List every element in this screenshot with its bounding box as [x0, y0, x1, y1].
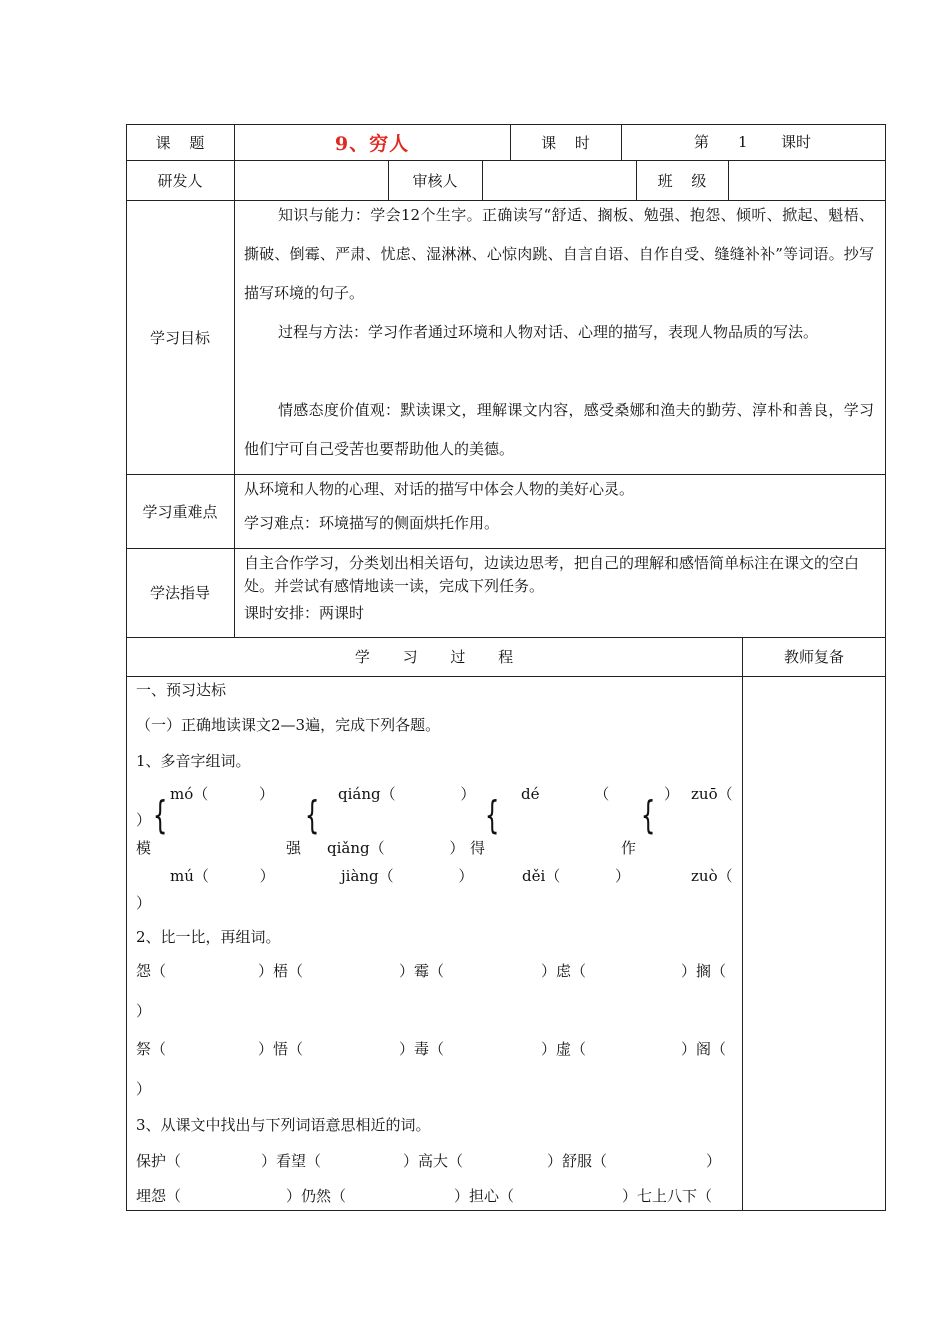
- poly-char: 得: [470, 839, 486, 857]
- brace-icon: {: [640, 793, 656, 837]
- compare-item: ）阁（: [681, 1040, 727, 1058]
- compare-item: ）虚（: [541, 1040, 587, 1058]
- synonym-item: ）担心（: [454, 1187, 515, 1205]
- guide-text: 自主合作学习，分类划出相关语句，边读边思考，把自己的理解和感悟简单标注在课文的空白处。并尝试有感情地读一读，完成下列任务。: [244, 554, 860, 595]
- close-paren: ）: [136, 894, 152, 912]
- period-prefix: 第: [694, 133, 710, 151]
- goals-label: 学习目标: [149, 328, 210, 347]
- period-label: 课 时: [541, 133, 590, 152]
- col-divider: [234, 124, 235, 637]
- compare-item: ）毒（: [399, 1040, 445, 1058]
- brace-icon: {: [484, 793, 500, 837]
- synonym-item: ）看望（: [261, 1152, 322, 1170]
- difficulty-line: 学习难点：环境描写的侧面烘托作用。: [244, 514, 500, 532]
- section-preview: 一、预习达标: [136, 681, 227, 699]
- developer-label: 研发人: [157, 171, 203, 190]
- goal-emotion: 情感态度价值观：默读课文，理解课文内容，感受桑娜和渔夫的勤劳、淳朴和善良，学习他们宁可自己受苦也要帮助他人的美德。: [244, 401, 874, 458]
- pinyin-bottom: děi（ ）: [522, 867, 631, 885]
- close-paren: ）: [136, 1002, 152, 1020]
- keypoints-label: 学习重难点: [142, 502, 218, 521]
- teacher-notes-area[interactable]: [743, 677, 885, 1210]
- brace-icon: {: [304, 793, 320, 837]
- goal-method: 过程与方法：学习作者通过环境和人物对话、心理的描写，表现人物品质的写法。: [278, 323, 819, 341]
- compare-item: ）霉（: [399, 962, 445, 980]
- question-2: 2、比一比，再组词。: [136, 928, 281, 946]
- process-header: 学 习 过 程: [354, 648, 514, 666]
- synonym-item: ）舒服（: [547, 1152, 608, 1170]
- compare-item: 祭（: [136, 1040, 167, 1058]
- pinyin-bottom: jiàng（ ）: [341, 867, 474, 885]
- reviewer-field[interactable]: [482, 160, 636, 200]
- period-number: 1: [738, 133, 748, 151]
- question-3: 3、从课文中找出与下列词语意思相近的词。: [136, 1116, 431, 1134]
- question-1: 1、多音字组词。: [136, 752, 251, 770]
- compare-item: 怨（: [136, 962, 167, 980]
- pinyin-bottom: mú（ ）: [170, 867, 275, 885]
- guide-schedule: 课时安排：两课时: [244, 604, 365, 622]
- class-field[interactable]: [728, 160, 886, 200]
- teacher-notes-header: 教师复备: [783, 648, 844, 666]
- section-reading: （一）正确地读课文2—3遍，完成下列各题。: [136, 716, 441, 734]
- synonym-item: 埋怨（: [136, 1187, 182, 1205]
- keypoint-line: 从环境和人物的心理、对话的描写中体会人物的美好心灵。: [244, 480, 635, 498]
- poly-char: 强: [286, 839, 302, 857]
- col-divider: [621, 124, 622, 160]
- goal-knowledge: 知识与能力：学会12个生字。正确读写“舒适、搁板、勉强、抱怨、倾听、掀起、魁梧、撕破、倒霉、严肃、忧虑、湿淋淋、心惊肉跳、自言自语、自作自受、缝缝补补”等词语。抄写描写环境的句子。: [244, 206, 874, 302]
- close-paren: ）: [136, 811, 152, 829]
- compare-item: ）梧（: [258, 962, 304, 980]
- poly-char: 作: [621, 839, 637, 857]
- synonym-item: ）仍然（: [286, 1187, 347, 1205]
- synonym-item: ）: [706, 1152, 722, 1170]
- synonym-item: ）七上八下（: [622, 1187, 713, 1205]
- class-label: 班 级: [657, 171, 707, 190]
- topic-label: 课 题: [155, 133, 205, 152]
- compare-item: ）悟（: [258, 1040, 304, 1058]
- pinyin-top: qiáng（ ）: [338, 785, 476, 803]
- pinyin-top: dé （ ）: [521, 785, 680, 803]
- row-divider: [126, 548, 886, 549]
- period-suffix: 课时: [781, 133, 812, 151]
- developer-field[interactable]: [234, 160, 388, 200]
- pinyin-top: zuō（: [691, 785, 733, 803]
- row-divider: [126, 474, 886, 475]
- compare-item: ）虑（: [541, 962, 587, 980]
- guide-label: 学法指导: [149, 584, 210, 602]
- pinyin-top: mó（ ）: [170, 785, 275, 803]
- pinyin-middle: qiǎng（ ）: [327, 839, 465, 857]
- reviewer-label: 审核人: [412, 171, 458, 190]
- brace-icon: {: [152, 793, 168, 837]
- compare-item: ）搁（: [681, 962, 727, 980]
- lesson-title: 9、穷人: [334, 132, 410, 155]
- poly-char: 模: [136, 839, 152, 857]
- synonym-item: ）高大（: [403, 1152, 464, 1170]
- pinyin-bottom: zuò（: [691, 867, 733, 885]
- synonym-item: 保护（: [136, 1152, 182, 1170]
- close-paren: ）: [136, 1080, 152, 1098]
